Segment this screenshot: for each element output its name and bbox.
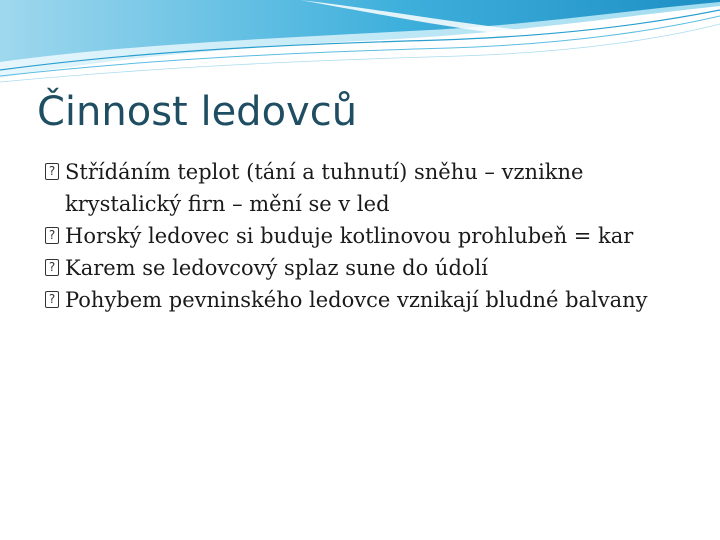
bullet-list xyxy=(45,156,695,316)
bullet-text: Pohybem pevninského ledovce vznikají bludné balvany xyxy=(65,288,648,312)
slide-title: Činnost ledovců xyxy=(37,89,358,135)
missing-glyph-icon xyxy=(45,259,59,276)
missing-glyph-icon xyxy=(45,227,59,244)
bullet-text: Karem se ledovcový splaz sune do údolí xyxy=(65,256,488,280)
bullet-item xyxy=(45,252,695,284)
bullet-item xyxy=(45,156,695,220)
bullet-text: Horský ledovec si buduje kotlinovou prohlubeň = kar xyxy=(65,224,634,248)
missing-glyph-icon xyxy=(45,163,59,180)
bullet-item xyxy=(45,220,695,252)
bullet-item xyxy=(45,284,695,316)
missing-glyph-icon xyxy=(45,291,59,308)
bullet-text: Střídáním teplot (tání a tuhnutí) sněhu – vznikne krystalický firn – mění se v led xyxy=(65,160,584,216)
wave-header-decoration xyxy=(0,0,720,90)
